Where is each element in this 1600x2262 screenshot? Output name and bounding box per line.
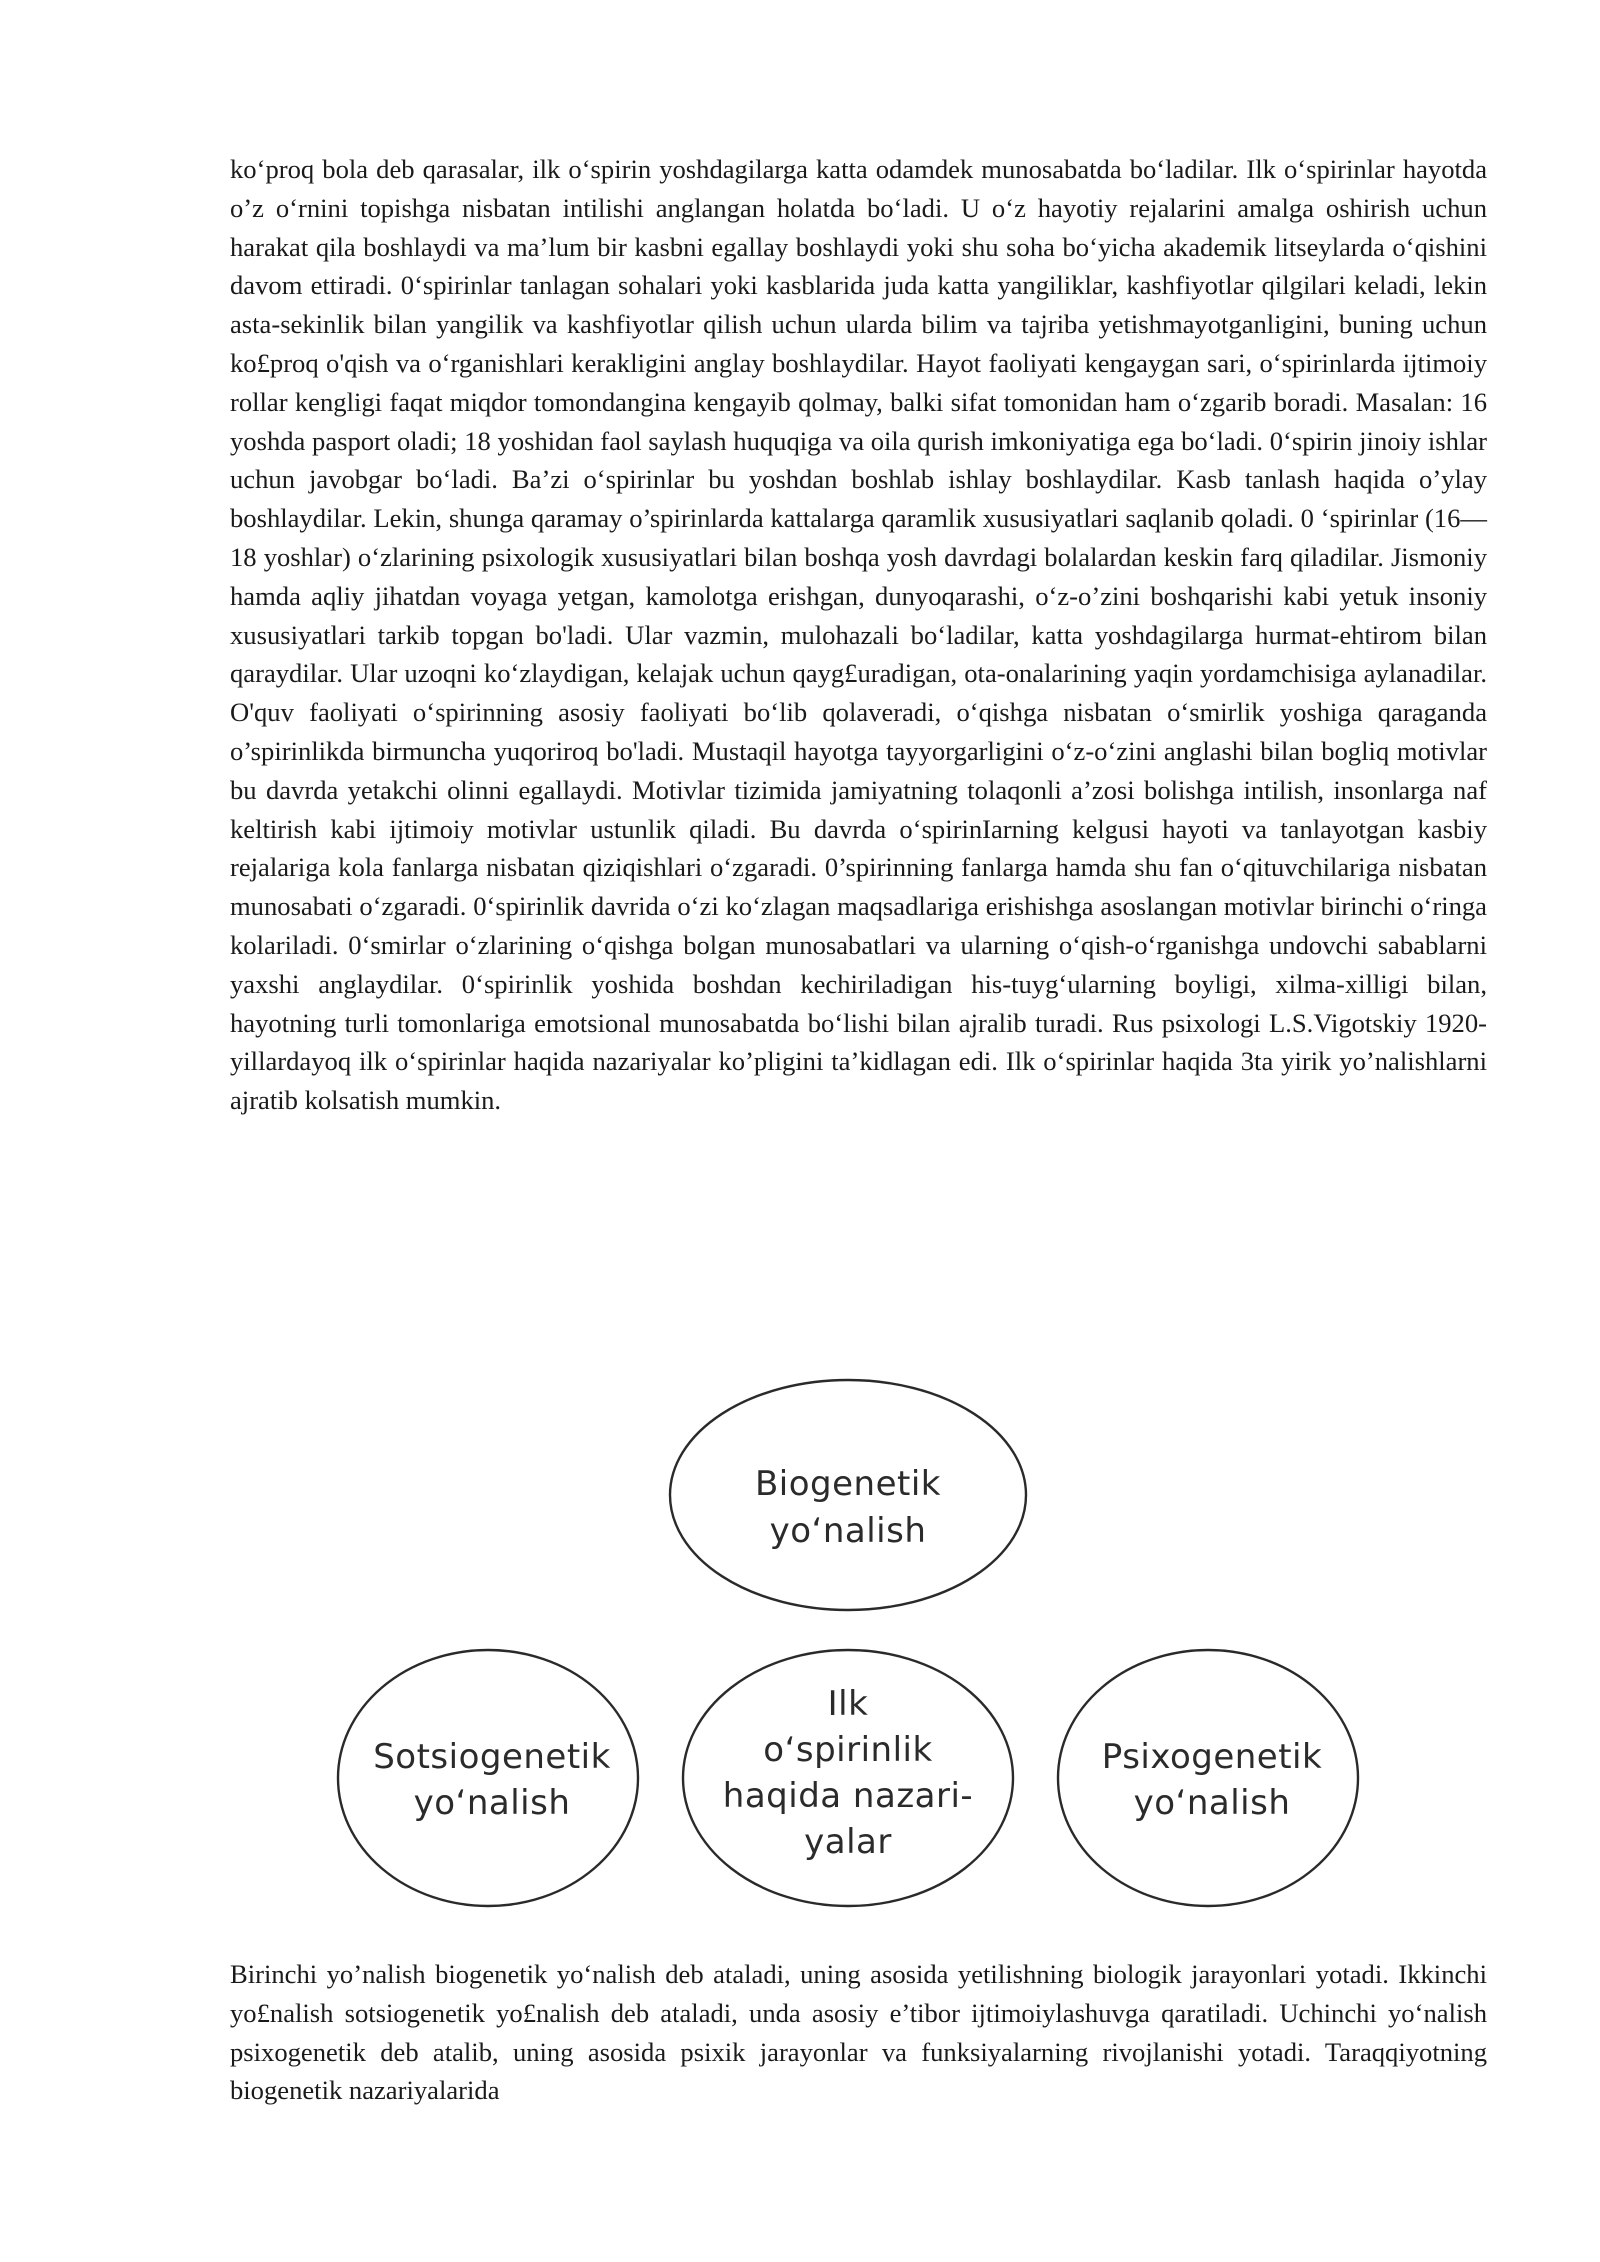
node-label-line2: yo‘nalish [413, 1783, 571, 1823]
node-label-line4: yalar [804, 1822, 892, 1862]
node-label-line2: yo‘nalish [769, 1511, 927, 1551]
directions-diagram [330, 1370, 1360, 1910]
node-label-line1: Biogenetik [754, 1464, 942, 1504]
node-label-line1: Sotsiogenetik [373, 1737, 611, 1777]
node-label-line3: haqida nazari- [722, 1776, 974, 1816]
node-label-line2: yo‘nalish [1133, 1783, 1291, 1823]
diagram-node-biogenetik [670, 1380, 1026, 1610]
node-label-line1: Ilk [827, 1684, 869, 1724]
diagram-node-center [683, 1650, 1013, 1906]
body-paragraph-top: ko‘proq bola deb qarasalar, ilk o‘spirin yoshdagilarga katta odamdek munosabatda bo‘ladilar. Ilk o‘spirinlar hayotda o’z o‘rnini topishga nisbatan intilishi anglangan holatda bo‘ladi. U o‘z hayotiy rejalarini amalga oshirish uchun harakat qila boshlaydi va ma’lum bir kasbni egallay boshlaydi yoki shu soha bo‘yicha akademik litseylarda o‘qishini davom ettiradi. 0‘spirinlar tanlagan sohalari yoki kasblarida juda katta yangiliklar, kashfiyotlar qilgilari keladi, lekin asta-sekinlik bilan yangilik va kashfiyotlar qilish uchun ularda bilim va tajriba yetishmayotganligini, buning uchun ko£proq o'qish va o‘rganishlari kerakligini anglay boshlaydilar. Hayot faoliyati kengaygan sari, o‘spirinlarda ijtimoiy rollar kengligi faqat miqdor tomondangina kengayib qolmay, balki sifat tomonidan ham o‘zgarib boradi. Masalan: 16 yoshda pasport oladi; 18 yoshidan faol saylash huquqiga va oila qurish imkoniyatiga ega bo‘ladi. 0‘spirin jinoiy ishlar uchun javobgar bo‘ladi. Ba’zi o‘spirinlar bu yoshdan boshlab ishlay boshlaydilar. Kasb tanlash haqida o’ylay boshlaydilar. Lekin, shunga qaramay o’spirinlarda kattalarga qaramlik xususiyatlari saqlanib qoladi. 0 ‘spirinlar (16—18 yoshlar) o‘zlarining psixologik xususiyatlari bilan boshqa yosh davrdagi bolalardan keskin farq qiladilar. Jismoniy hamda aqliy jihatdan voyaga yetgan, kamolotga erishgan, dunyoqarashi, o‘z-o’zini boshqarishi kabi yetuk insoniy xususiyatlari tarkib topgan bo'ladi. Ular vazmin, mulohazali bo‘ladilar, katta yoshdagilarga hurmat-ehtirom bilan qaraydilar. Ular uzoqni ko‘zlaydigan, kelajak uchun qayg£uradigan, ota-onalarining yaqin yordamchisiga aylanadilar. O'quv faoliyati o‘spirinning asosiy faoliyati bo‘lib qolaveradi, o‘qishga nisbatan o‘smirlik yoshiga qaraganda o’spirinlikda birmuncha yuqoriroq bo'ladi. Mustaqil hayotga tayyorgarligini o‘z-o‘zini anglashi bilan bogliq motivlar bu davrda yetakchi olinni egallaydi. Motivlar tizimida jamiyatning tolaqonli a’zosi bolishga intilish, insonlarga naf keltirish kabi ijtimoiy motivlar ustunlik qiladi. Bu davrda o‘spirinIarning kelgusi hayoti va tanlayotgan kasbiy rejalariga kola fanlarga nisbatan qiziqishlari o‘zgaradi. 0’spirinning fanlarga hamda shu fan o‘qituvchilariga nisbatan munosabati o‘zgaradi. 0‘spirinlik davrida o‘zi ko‘zlagan maqsadlariga erishishga asoslangan motivlar birinchi o‘ringa kolariladi. 0‘smirlar o‘zlarining o‘qishga bolgan munosabatlari va ularning o‘qish-o‘rganishga undovchi sabablarni yaxshi anglaydilar. 0‘spirinlik yoshida boshdan kechiriladigan his-tuyg‘ularning boyligi, xilma-xilligi bilan, hayotning turli tomonlariga emotsional munosabatda bo‘lishi bilan ajralib turadi. Rus psixologi L.S.Vigotskiy 1920-yillardayoq ilk o‘spirinlar haqida nazariyalar ko’pligini ta’kidlagan edi. Ilk o‘spirinlar haqida 3ta yirik yo’nalishlarni ajratib kolsatish mumkin. [230, 154, 1487, 1116]
diagram-node-sotsiogenetik [338, 1650, 638, 1906]
node-label-line2: o‘spirinlik [763, 1730, 933, 1770]
body-paragraph-bottom: Birinchi yo’nalish biogenetik yo‘nalish deb ataladi, uning asosida yetilishning biologik jarayonlari yotadi. Ikkinchi yo£nalish sotsiogenetik yo£nalish deb ataladi, unda asosiy e’tibor ijtimoiylashuvga qaratiladi. Uchinchi yo‘nalish psixogenetik deb atalib, uning asosida psixik jarayonlar va funksiyalarning rivojlanishi yotadi. Taraqqiyotning biogenetik nazariyalarida [230, 1959, 1487, 2106]
diagram-node-psixogenetik [1058, 1650, 1358, 1906]
node-label-line1: Psixogenetik [1101, 1737, 1323, 1777]
